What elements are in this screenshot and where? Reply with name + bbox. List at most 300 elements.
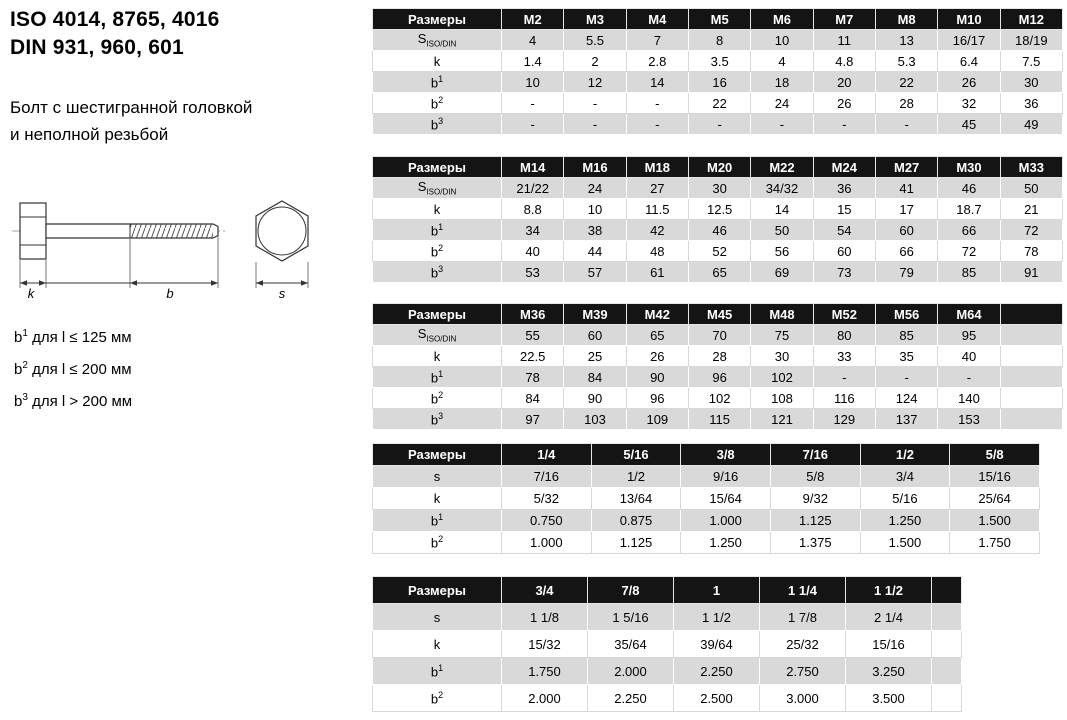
value-cell: 1.500 <box>860 532 950 554</box>
value-cell: 97 <box>502 409 564 430</box>
value-cell: 40 <box>938 346 1000 367</box>
value-cell: 115 <box>688 409 750 430</box>
column-header-cell: M18 <box>626 157 688 178</box>
value-cell: 108 <box>751 388 813 409</box>
column-header-cell: M52 <box>813 304 875 325</box>
value-cell: 2.250 <box>674 658 760 685</box>
row-label-cell: $b^1$ <box>373 658 502 685</box>
value-cell: 1.125 <box>770 510 860 532</box>
value-cell: 70 <box>688 325 750 346</box>
table-header-row <box>373 444 1040 466</box>
value-cell: 1.125 <box>591 532 681 554</box>
value-cell: 96 <box>688 367 750 388</box>
value-cell: 57 <box>564 262 626 283</box>
value-cell: 85 <box>938 262 1000 283</box>
value-cell: 75 <box>751 325 813 346</box>
value-cell: 22.5 <box>502 346 564 367</box>
table-row <box>373 604 962 631</box>
value-cell: 2 1/4 <box>846 604 932 631</box>
note-symbol: b <box>14 361 23 378</box>
row-label-cell: $b^1$ <box>373 367 502 388</box>
note-text: для l ≤ 125 мм <box>27 329 132 346</box>
value-cell: 13/64 <box>591 488 681 510</box>
value-cell: - <box>813 367 875 388</box>
subtitle <box>10 94 252 148</box>
row-label-cell: $b^3$ <box>373 409 502 430</box>
value-cell: 46 <box>938 178 1000 199</box>
value-cell: - <box>875 114 937 135</box>
table-row <box>373 51 1063 72</box>
value-cell: 1/2 <box>591 466 681 488</box>
row-label-cell: $b^2$ <box>373 532 502 554</box>
column-header-cell: 1 1/4 <box>760 577 846 604</box>
value-cell: 1.500 <box>950 510 1040 532</box>
row-label-cell: $b^2$ <box>373 93 502 114</box>
value-cell: 13 <box>875 30 937 51</box>
table-row <box>373 325 1063 346</box>
value-cell: 21/22 <box>502 178 564 199</box>
table-inch-3-4-to-1-1-2 <box>372 576 962 712</box>
column-header-cell: M24 <box>813 157 875 178</box>
value-cell: 56 <box>751 241 813 262</box>
row-label-cell: k <box>373 488 502 510</box>
value-cell: 16/17 <box>938 30 1000 51</box>
value-cell: - <box>626 93 688 114</box>
table-row <box>373 658 962 685</box>
value-cell: 24 <box>751 93 813 114</box>
value-cell <box>932 685 962 712</box>
note-symbol: b <box>14 329 23 346</box>
value-cell: 9/32 <box>770 488 860 510</box>
row-label-cell: $b^2$ <box>373 388 502 409</box>
row-label-cell: $S_{ISO/DIN}$ <box>373 325 502 346</box>
value-cell <box>932 631 962 658</box>
value-cell: - <box>813 114 875 135</box>
value-cell: 153 <box>938 409 1000 430</box>
column-header-cell: 7/8 <box>588 577 674 604</box>
value-cell: 84 <box>502 388 564 409</box>
column-header-cell: 5/16 <box>591 444 681 466</box>
value-cell: 1.4 <box>502 51 564 72</box>
value-cell: 17 <box>875 199 937 220</box>
note-b2 <box>14 352 132 384</box>
table-row <box>373 346 1063 367</box>
column-header-cell: M10 <box>938 9 1000 30</box>
value-cell: 15 <box>813 199 875 220</box>
value-cell: 14 <box>626 72 688 93</box>
value-cell: 109 <box>626 409 688 430</box>
row-label-cell: k <box>373 199 502 220</box>
row-label-cell: $b^2$ <box>373 685 502 712</box>
value-cell: 129 <box>813 409 875 430</box>
value-cell: 2 <box>564 51 626 72</box>
value-cell: 14 <box>751 199 813 220</box>
value-cell: 24 <box>564 178 626 199</box>
value-cell <box>932 604 962 631</box>
value-cell: 26 <box>938 72 1000 93</box>
value-cell: 7.5 <box>1000 51 1062 72</box>
value-cell: 73 <box>813 262 875 283</box>
table-metric-m14-m33 <box>372 156 1063 283</box>
value-cell <box>932 658 962 685</box>
table-inch-1-4-to-5-8 <box>372 443 1040 554</box>
page-title <box>10 6 220 62</box>
value-cell: 2.8 <box>626 51 688 72</box>
value-cell: 8.8 <box>502 199 564 220</box>
value-cell: 0.750 <box>502 510 592 532</box>
table-row <box>373 631 962 658</box>
value-cell: 72 <box>938 241 1000 262</box>
value-cell: 65 <box>688 262 750 283</box>
value-cell: 1.750 <box>502 658 588 685</box>
value-cell: 30 <box>688 178 750 199</box>
value-cell: 66 <box>938 220 1000 241</box>
value-cell: 4 <box>502 30 564 51</box>
table-row <box>373 488 1040 510</box>
row-label-cell: $S_{ISO/DIN}$ <box>373 30 502 51</box>
value-cell: - <box>938 367 1000 388</box>
value-cell: 5.3 <box>875 51 937 72</box>
value-cell: 1.000 <box>681 510 771 532</box>
column-header-cell: 3/8 <box>681 444 771 466</box>
value-cell: 90 <box>564 388 626 409</box>
column-header-cell: M20 <box>688 157 750 178</box>
table-header-row <box>373 577 962 604</box>
column-header-cell: 7/16 <box>770 444 860 466</box>
row-label-cell: $S_{ISO/DIN}$ <box>373 178 502 199</box>
table-row <box>373 220 1063 241</box>
table-row <box>373 685 962 712</box>
value-cell: 4.8 <box>813 51 875 72</box>
value-cell: 21 <box>1000 199 1062 220</box>
value-cell: 60 <box>813 241 875 262</box>
value-cell: 5.5 <box>564 30 626 51</box>
value-cell: 4 <box>751 51 813 72</box>
bolt-head-front-hexagon <box>256 201 308 261</box>
value-cell: 15/32 <box>502 631 588 658</box>
column-header-cell: 1 1/2 <box>846 577 932 604</box>
value-cell: 11 <box>813 30 875 51</box>
value-cell: 137 <box>875 409 937 430</box>
value-cell: 18/19 <box>1000 30 1062 51</box>
row-label-cell: $b^1$ <box>373 510 502 532</box>
value-cell: 49 <box>1000 114 1062 135</box>
bolt-drawing <box>10 186 355 311</box>
column-header-cell: M22 <box>751 157 813 178</box>
column-header-cell: 1 <box>674 577 760 604</box>
value-cell: 28 <box>875 93 937 114</box>
column-header-cell: M2 <box>502 9 564 30</box>
value-cell: 10 <box>564 199 626 220</box>
value-cell: - <box>564 93 626 114</box>
value-cell: 41 <box>875 178 937 199</box>
value-cell: 52 <box>688 241 750 262</box>
value-cell: 124 <box>875 388 937 409</box>
value-cell: 116 <box>813 388 875 409</box>
table-row <box>373 178 1063 199</box>
value-cell <box>1000 325 1062 346</box>
size-header-cell: Размеры <box>373 304 502 325</box>
value-cell: 1.375 <box>770 532 860 554</box>
value-cell: 95 <box>938 325 1000 346</box>
column-header-cell: M45 <box>688 304 750 325</box>
value-cell: 33 <box>813 346 875 367</box>
value-cell: - <box>688 114 750 135</box>
column-header-cell: M33 <box>1000 157 1062 178</box>
value-cell: 61 <box>626 262 688 283</box>
value-cell: 3.500 <box>846 685 932 712</box>
note-superscript: 2 <box>22 360 28 371</box>
value-cell: 50 <box>1000 178 1062 199</box>
value-cell: 26 <box>813 93 875 114</box>
column-header-cell: M6 <box>751 9 813 30</box>
table-row <box>373 367 1063 388</box>
column-header-cell: M36 <box>502 304 564 325</box>
column-header-cell: M8 <box>875 9 937 30</box>
table-row <box>373 262 1063 283</box>
title-iso: ISO 4014, 8765, 4016 <box>10 8 220 31</box>
table-row <box>373 199 1063 220</box>
column-header-cell: M30 <box>938 157 1000 178</box>
value-cell: 30 <box>1000 72 1062 93</box>
value-cell: 27 <box>626 178 688 199</box>
column-header-cell: 3/4 <box>502 577 588 604</box>
value-cell: 1 1/2 <box>674 604 760 631</box>
value-cell: 7/16 <box>502 466 592 488</box>
value-cell: 16 <box>688 72 750 93</box>
value-cell: 1 7/8 <box>760 604 846 631</box>
dim-label-b: b <box>166 286 174 301</box>
value-cell <box>1000 409 1062 430</box>
value-cell: 66 <box>875 241 937 262</box>
value-cell: 5/8 <box>770 466 860 488</box>
value-cell: 54 <box>813 220 875 241</box>
value-cell: 96 <box>626 388 688 409</box>
column-header-cell: M12 <box>1000 9 1062 30</box>
subtitle-line1: Болт с шестигранной головкой <box>10 98 253 117</box>
column-header-cell: M4 <box>626 9 688 30</box>
value-cell: - <box>502 93 564 114</box>
row-label-cell: $b^1$ <box>373 72 502 93</box>
column-header-cell: M64 <box>938 304 1000 325</box>
dim-label-k: k <box>27 286 35 301</box>
value-cell: 30 <box>751 346 813 367</box>
value-cell <box>1000 346 1062 367</box>
column-header-cell <box>932 577 962 604</box>
value-cell: 44 <box>564 241 626 262</box>
value-cell: 2.250 <box>588 685 674 712</box>
column-header-cell: M56 <box>875 304 937 325</box>
value-cell: 11.5 <box>626 199 688 220</box>
table-row <box>373 532 1040 554</box>
value-cell: 15/16 <box>846 631 932 658</box>
tables-panel <box>372 0 1067 720</box>
row-label-cell: $b^1$ <box>373 220 502 241</box>
column-header-cell: M27 <box>875 157 937 178</box>
value-cell: 15/16 <box>950 466 1040 488</box>
bolt-head-side <box>20 203 46 259</box>
row-label-cell: $b^2$ <box>373 241 502 262</box>
value-cell: 20 <box>813 72 875 93</box>
value-cell: 1.750 <box>950 532 1040 554</box>
table-row <box>373 466 1040 488</box>
value-cell: 35/64 <box>588 631 674 658</box>
value-cell: 45 <box>938 114 1000 135</box>
notes <box>14 320 132 416</box>
note-text: для l ≤ 200 мм <box>27 361 132 378</box>
value-cell: - <box>751 114 813 135</box>
value-cell: 121 <box>751 409 813 430</box>
value-cell: 32 <box>938 93 1000 114</box>
note-superscript: 3 <box>22 392 28 403</box>
value-cell: 48 <box>626 241 688 262</box>
value-cell: 7 <box>626 30 688 51</box>
table-row <box>373 30 1063 51</box>
value-cell: 1.250 <box>860 510 950 532</box>
value-cell: 5/16 <box>860 488 950 510</box>
column-header-cell: 5/8 <box>950 444 1040 466</box>
value-cell: 2.500 <box>674 685 760 712</box>
table-header-row <box>373 9 1063 30</box>
value-cell: 2.750 <box>760 658 846 685</box>
value-cell: - <box>502 114 564 135</box>
row-label-cell: k <box>373 346 502 367</box>
value-cell: 22 <box>688 93 750 114</box>
column-header-cell: M42 <box>626 304 688 325</box>
value-cell: 15/64 <box>681 488 771 510</box>
table-row <box>373 510 1040 532</box>
value-cell: - <box>564 114 626 135</box>
note-superscript: 1 <box>22 328 28 339</box>
size-header-cell: Размеры <box>373 9 502 30</box>
table-row <box>373 241 1063 262</box>
value-cell: 36 <box>813 178 875 199</box>
value-cell: 50 <box>751 220 813 241</box>
value-cell: 8 <box>688 30 750 51</box>
note-b3 <box>14 384 132 416</box>
row-label-cell: k <box>373 51 502 72</box>
value-cell: 18.7 <box>938 199 1000 220</box>
value-cell: 3.250 <box>846 658 932 685</box>
table-header-row <box>373 304 1063 325</box>
value-cell: 18 <box>751 72 813 93</box>
value-cell: 1.250 <box>681 532 771 554</box>
note-symbol: b <box>14 393 23 410</box>
value-cell: 69 <box>751 262 813 283</box>
value-cell: 40 <box>502 241 564 262</box>
value-cell: 90 <box>626 367 688 388</box>
value-cell: 26 <box>626 346 688 367</box>
value-cell: 60 <box>875 220 937 241</box>
value-cell: 10 <box>502 72 564 93</box>
value-cell: 2.000 <box>502 685 588 712</box>
value-cell: 72 <box>1000 220 1062 241</box>
value-cell: 34 <box>502 220 564 241</box>
value-cell: 35 <box>875 346 937 367</box>
table-header-row <box>373 157 1063 178</box>
value-cell: 140 <box>938 388 1000 409</box>
value-cell: 25 <box>564 346 626 367</box>
value-cell: 39/64 <box>674 631 760 658</box>
table-row <box>373 388 1063 409</box>
value-cell: 55 <box>502 325 564 346</box>
value-cell: 9/16 <box>681 466 771 488</box>
table-row <box>373 114 1063 135</box>
dim-label-s: s <box>278 286 286 301</box>
title-din: DIN 931, 960, 601 <box>10 36 184 59</box>
row-label-cell: k <box>373 631 502 658</box>
value-cell: 25/64 <box>950 488 1040 510</box>
value-cell: 102 <box>688 388 750 409</box>
column-header-cell: 1/2 <box>860 444 950 466</box>
value-cell <box>1000 388 1062 409</box>
row-label-cell: $b^3$ <box>373 262 502 283</box>
value-cell: 6.4 <box>938 51 1000 72</box>
row-label-cell: s <box>373 466 502 488</box>
value-cell: 25/32 <box>760 631 846 658</box>
column-header-cell <box>1000 304 1062 325</box>
value-cell: 3/4 <box>860 466 950 488</box>
value-cell <box>1000 367 1062 388</box>
value-cell: 46 <box>688 220 750 241</box>
thread-hatching <box>130 224 213 238</box>
value-cell: 65 <box>626 325 688 346</box>
column-header-cell: 1/4 <box>502 444 592 466</box>
column-header-cell: M3 <box>564 9 626 30</box>
table-row <box>373 409 1063 430</box>
value-cell: 3.000 <box>760 685 846 712</box>
value-cell: 38 <box>564 220 626 241</box>
value-cell: - <box>626 114 688 135</box>
row-label-cell: s <box>373 604 502 631</box>
table-row <box>373 72 1063 93</box>
size-header-cell: Размеры <box>373 157 502 178</box>
row-label-cell: $b^3$ <box>373 114 502 135</box>
value-cell: 84 <box>564 367 626 388</box>
table-metric-m36-m64 <box>372 303 1063 430</box>
column-header-cell: M14 <box>502 157 564 178</box>
value-cell: 79 <box>875 262 937 283</box>
value-cell: 91 <box>1000 262 1062 283</box>
table-metric-m2-m12 <box>372 8 1063 135</box>
value-cell: 22 <box>875 72 937 93</box>
subtitle-line2: и неполной резьбой <box>10 125 169 144</box>
value-cell: 28 <box>688 346 750 367</box>
value-cell: 3.5 <box>688 51 750 72</box>
value-cell: 10 <box>751 30 813 51</box>
value-cell: 53 <box>502 262 564 283</box>
value-cell: 0.875 <box>591 510 681 532</box>
column-header-cell: M5 <box>688 9 750 30</box>
value-cell: - <box>875 367 937 388</box>
value-cell: 36 <box>1000 93 1062 114</box>
value-cell: 34/32 <box>751 178 813 199</box>
size-header-cell: Размеры <box>373 577 502 604</box>
note-b1 <box>14 320 132 352</box>
table-row <box>373 93 1063 114</box>
value-cell: 12.5 <box>688 199 750 220</box>
value-cell: 1.000 <box>502 532 592 554</box>
value-cell: 60 <box>564 325 626 346</box>
value-cell: 5/32 <box>502 488 592 510</box>
value-cell: 103 <box>564 409 626 430</box>
column-header-cell: M16 <box>564 157 626 178</box>
note-text: для l > 200 мм <box>27 393 133 410</box>
value-cell: 1 1/8 <box>502 604 588 631</box>
column-header-cell: M7 <box>813 9 875 30</box>
value-cell: 42 <box>626 220 688 241</box>
value-cell: 12 <box>564 72 626 93</box>
